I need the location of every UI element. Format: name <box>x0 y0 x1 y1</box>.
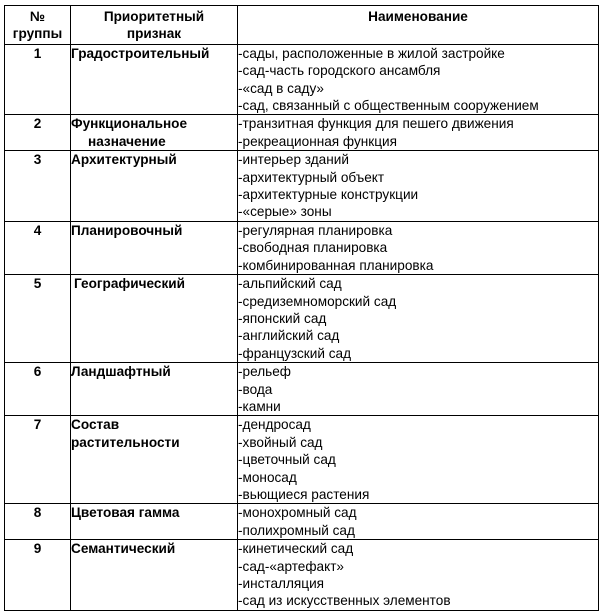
header-group-number <box>5 6 71 45</box>
list-item: -архитектурные конструкции <box>238 187 419 203</box>
group-criterion-line2: растительности <box>71 434 180 450</box>
list-item: -дендросад <box>238 417 311 433</box>
group-items <box>238 540 599 611</box>
group-criterion: Семантический <box>71 540 238 611</box>
list-item: -«сад в саду» <box>238 80 324 96</box>
list-item: -«серые» зоны <box>238 204 332 220</box>
list-item: -полихромный сад <box>238 522 355 538</box>
list-item: -архитектурный объект <box>238 169 385 185</box>
list-item: -сад-часть городского ансамбля <box>238 63 441 79</box>
group-items <box>238 151 599 222</box>
list-item: -французский сад <box>238 345 351 361</box>
group-criterion-line2: назначение <box>88 133 166 149</box>
group-number: 5 <box>5 275 71 363</box>
group-items <box>238 504 599 540</box>
table-row <box>5 275 599 363</box>
header-group-number-line1: № <box>29 9 46 24</box>
table-row <box>5 44 599 115</box>
group-items <box>238 44 599 115</box>
list-item: -регулярная планировка <box>238 222 393 238</box>
list-item: -комбинированная планировка <box>238 257 434 273</box>
group-number: 8 <box>5 504 71 540</box>
list-item: -камни <box>238 398 281 414</box>
list-item: -сады, расположенные в жилой застройке <box>238 45 505 61</box>
list-item: -транзитная функция для пешего движения <box>238 116 514 132</box>
header-criterion-line1: Приоритетный <box>103 9 205 24</box>
group-number: 2 <box>5 115 71 151</box>
group-criterion <box>71 416 238 504</box>
header-name: Наименование <box>238 6 599 45</box>
group-criterion-label: Географический <box>74 276 186 292</box>
group-criterion: Планировочный <box>71 221 238 274</box>
list-item: -цветочный сад <box>238 452 336 468</box>
group-criterion <box>71 275 238 363</box>
table-row <box>5 416 599 504</box>
list-item: -рекреационная функция <box>238 133 397 149</box>
list-item: -инсталляция <box>238 576 325 591</box>
group-items <box>238 275 599 363</box>
list-item: -сад-«артефакт» <box>238 558 344 574</box>
table-row <box>5 540 599 611</box>
group-items <box>238 363 599 416</box>
list-item: -кинетический сад <box>238 541 354 557</box>
group-number: 6 <box>5 363 71 416</box>
group-criterion-line1: Функциональное <box>71 116 188 132</box>
list-item: -рельеф <box>238 364 291 380</box>
header-criterion <box>71 6 238 45</box>
list-item: -японский сад <box>238 310 327 326</box>
list-item: -альпийский сад <box>238 276 342 292</box>
table-header-row <box>5 6 599 45</box>
list-item: -хвойный сад <box>238 434 323 450</box>
group-criterion-line1: Состав <box>71 417 120 433</box>
group-criterion: Ландшафтный <box>71 363 238 416</box>
group-criterion: Градостроительный <box>71 44 238 115</box>
group-number: 7 <box>5 416 71 504</box>
group-criterion: Цветовая гамма <box>71 504 238 540</box>
group-criterion: Архитектурный <box>71 151 238 222</box>
list-item: -сад, связанный с общественным сооружением <box>238 98 539 114</box>
group-items <box>238 115 599 151</box>
header-criterion-line2: признак <box>126 26 182 42</box>
group-items <box>238 416 599 504</box>
list-item: -свободная планировка <box>238 240 388 256</box>
list-item: -монохромный сад <box>238 505 357 521</box>
table-row <box>5 221 599 274</box>
list-item: -интерьер зданий <box>238 152 349 168</box>
list-item: -средиземноморский сад <box>238 293 397 309</box>
group-number: 9 <box>5 540 71 611</box>
group-items <box>238 221 599 274</box>
group-number: 3 <box>5 151 71 222</box>
table-row <box>5 363 599 416</box>
list-item: -моносад <box>238 469 297 485</box>
list-item: -вода <box>238 381 273 397</box>
table-row <box>5 151 599 222</box>
header-group-number-line2: группы <box>12 26 63 42</box>
group-criterion <box>71 115 238 151</box>
list-item: -английский сад <box>238 328 340 344</box>
list-item: -сад из искусственных элементов <box>238 593 451 609</box>
table-row <box>5 115 599 151</box>
list-item: -вьющиеся растения <box>238 486 370 502</box>
group-number: 1 <box>5 44 71 115</box>
group-number: 4 <box>5 221 71 274</box>
table-row <box>5 504 599 540</box>
garden-classification-table <box>4 5 599 611</box>
